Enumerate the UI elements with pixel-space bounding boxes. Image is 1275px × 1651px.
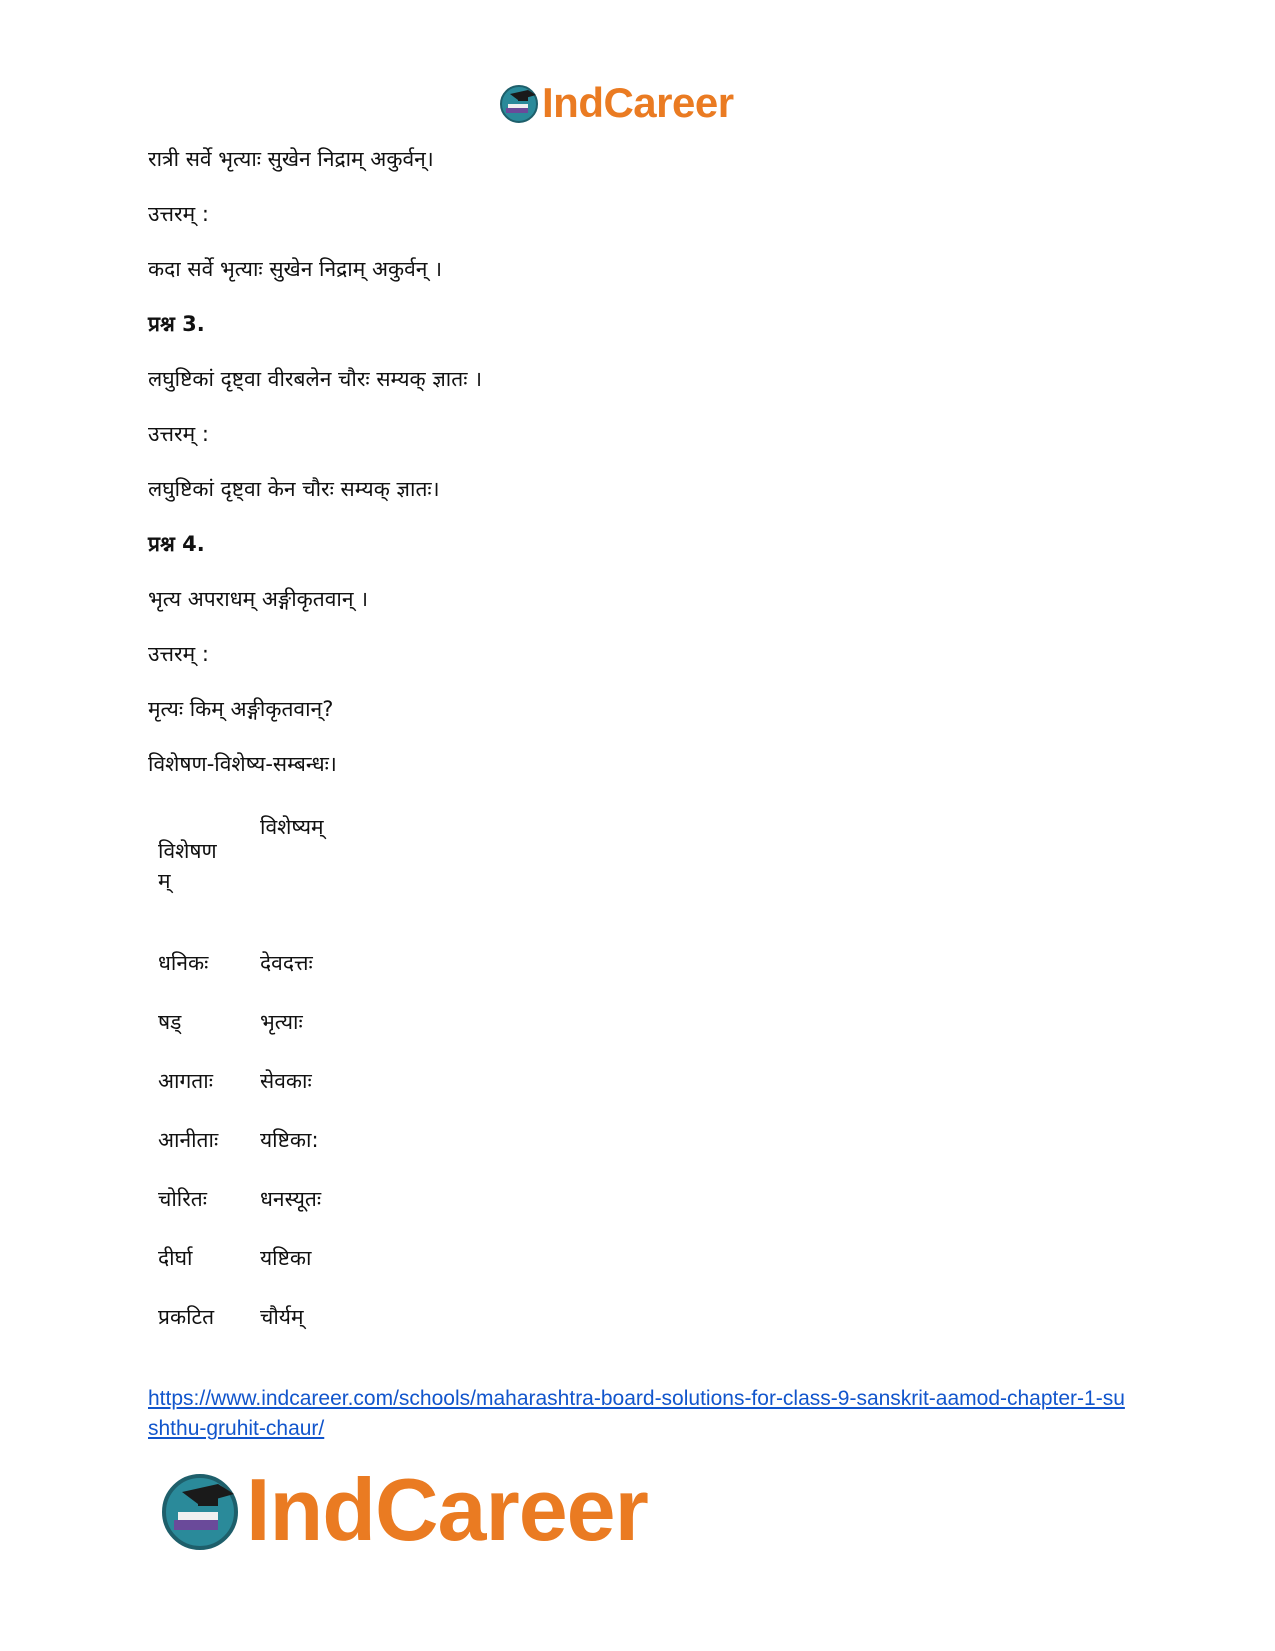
table-cell: धनिकः: [158, 951, 209, 975]
paragraph: रात्री सर्वे भृत्याः सुखेन निद्राम् अकुर्वन्।: [148, 147, 434, 171]
table-cell: प्रकटित: [158, 1305, 215, 1329]
table-cell: दीर्घा: [158, 1246, 193, 1270]
graduation-globe-icon: [158, 1468, 242, 1552]
table-cell: चौर्यम्: [260, 1305, 304, 1329]
table-row: [148, 1005, 470, 1064]
table-row: [148, 1241, 470, 1300]
table-row: [148, 1123, 470, 1182]
table-row: [148, 1064, 470, 1123]
header-logo: [498, 78, 734, 128]
section-heading: विशेषण-विशेष्य-सम्बन्धः।: [148, 752, 337, 776]
header-text-line: म्: [158, 869, 171, 893]
adjective-noun-table: [148, 808, 470, 1359]
table-cell: आनीताः: [158, 1128, 219, 1152]
footer-logo-text: IndCareer: [246, 1460, 648, 1559]
table-header-row: [148, 808, 470, 946]
table-cell: भृत्याः: [260, 1010, 303, 1034]
table-cell: यष्टिका:: [260, 1128, 319, 1152]
header-text-line: विशेषण: [158, 839, 217, 863]
table-row: [148, 1182, 470, 1241]
question-heading: प्रश्न 4.: [148, 532, 205, 556]
table-cell: यष्टिका: [260, 1246, 312, 1270]
answer-label: उत्तरम् :: [148, 642, 209, 666]
source-link[interactable]: https://www.indcareer.com/schools/maharashtra-board-solutions-for-class-9-sanskrit-aamod-chapter-1-sushthu-gruhit-chaur/: [148, 1387, 1125, 1440]
table-cell: षड्: [158, 1010, 182, 1034]
paragraph: कदा सर्वे भृत्याः सुखेन निद्राम् अकुर्वन् ।: [148, 257, 443, 281]
answer-label: उत्तरम् :: [148, 422, 209, 446]
paragraph: लघुष्टिकां दृष्ट्वा केन चौरः सम्यक् ज्ञातः।: [148, 477, 440, 501]
table-cell: देवदत्तः: [260, 951, 313, 975]
table-cell: आगताः: [158, 1069, 213, 1093]
paragraph: भृत्य अपराधम् अङ्गीकृतवान् ।: [148, 587, 369, 611]
graduation-globe-icon: [498, 82, 540, 124]
paragraph: लघुष्टिकां दृष्ट्वा वीरबलेन चौरः सम्यक् ज्ञातः ।: [148, 367, 483, 391]
table-row: [148, 946, 470, 1005]
table-cell: चोरितः: [158, 1187, 208, 1211]
question-heading: प्रश्न 3.: [148, 312, 205, 336]
table-cell: धनस्यूतः: [260, 1187, 322, 1211]
footer-logo: [158, 1462, 648, 1558]
document-body: [148, 144, 1128, 801]
header-logo-text: IndCareer: [542, 79, 734, 126]
answer-label: उत्तरम् :: [148, 202, 209, 226]
table-header-cell: [148, 808, 250, 946]
paragraph: मृत्यः किम् अङ्गीकृतवान्?: [148, 697, 334, 721]
table-row: [148, 1300, 470, 1359]
table-cell: सेवकाः: [260, 1069, 312, 1093]
table-header-cell: विशेष्यम्: [260, 815, 324, 839]
